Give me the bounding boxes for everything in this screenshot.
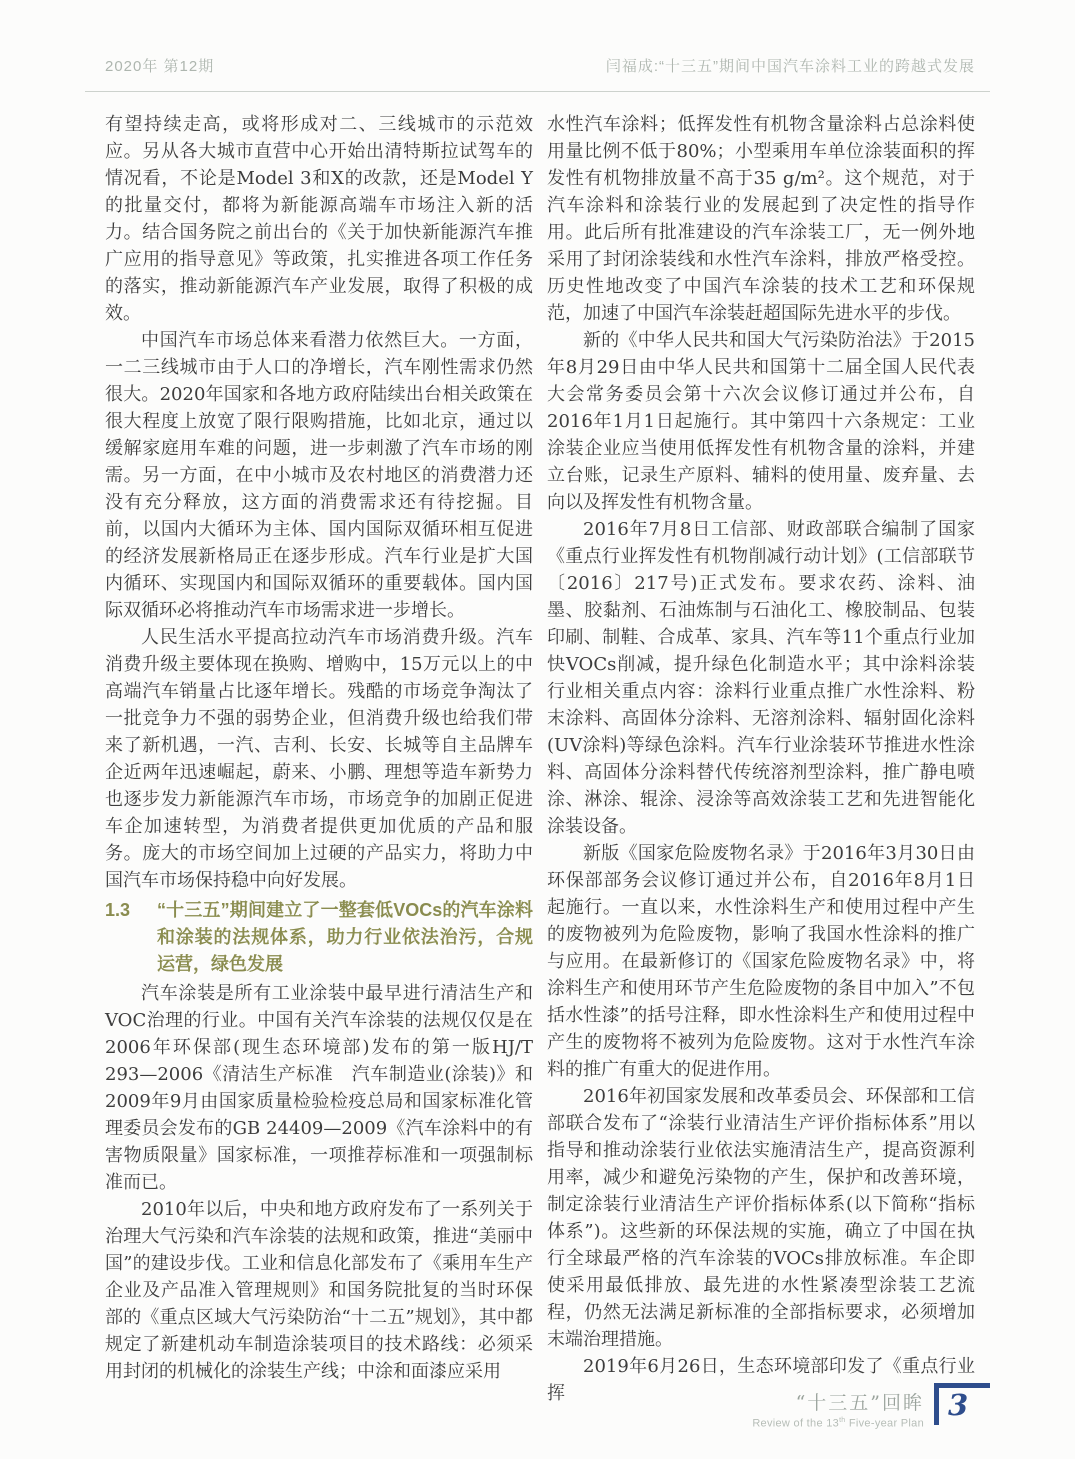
footer-subtitle-pre: Review of the 13 — [752, 1417, 840, 1430]
body-paragraph: 中国汽车市场总体来看潜力依然巨大。一方面，一二三线城市由于人口的净增长，汽车刚性需求仍然很大。2020年国家和各地方政府陆续出台相关政策在很大程度上放宽了限行限购措施，比如北京，通过以缓解家庭用车难的问题，进一步刺激了汽车市场的刚需。另一方面，在中小城市及农村地区的消费潜力还没有充分释放，这方面的消费需求还有待挖掘。目前，以国内大循环为主体、国内国际双循环相互促进的经济发展新格局正在逐步形成。汽车行业是扩大国内循环、实现国内和国际双循环的重要载体。国内国际双循环必将推动汽车市场需求进一步增长。 — [105, 330, 533, 621]
body-paragraph: 人民生活水平提高拉动汽车市场消费升级。汽车消费升级主要体现在换购、增购中，15万元以上的中高端汽车销量占比逐年增长。残酷的市场竞争淘汰了一批竞争力不强的弱势企业，但消费升级也给我们带来了新机遇，一汽、吉利、长安、长城等自主品牌车企近两年迅速崛起，蔚来、小鹏、理想等造车新势力也逐步发力新能源汽车市场，市场竞争的加剧正促进车企加速转型，为消费者提供更加优质的产品和服务。庞大的市场空间加上过硬的产品实力，将助力中国汽车市场保持稳中向好发展。 — [105, 627, 533, 891]
footer-subtitle-post: Five-year Plan — [845, 1417, 924, 1430]
footer-section-title: “十三五”回眸 — [795, 1392, 924, 1414]
body-paragraph: 2019年6月26日，生态环境部印发了《重点行业挥 — [547, 1356, 975, 1404]
article-body — [105, 111, 975, 1407]
page-number-bracket — [934, 1383, 990, 1425]
footer-section-block — [752, 1383, 924, 1430]
header-rule — [85, 91, 990, 92]
page-number: 3 — [948, 1388, 969, 1422]
body-paragraph: 新版《国家危险废物名录》于2016年3月30日由环保部部务会议修订通过并公布，自2016年8月1日起施行。一直以来，水性涂料生产和使用过程中产生的废物被列为危险废物，影响了我国水性涂料的推广与应用。在最新修订的《国家危险废物名录》中，将涂料生产和使用环节产生危险废物的条目中加入”不包括水性漆”的括号注释，即水性涂料生产和使用过程中产生的废物将不被列为危险废物。这对于水性汽车涂料的推广有重大的促进作用。 — [547, 843, 975, 1080]
section-heading — [105, 897, 533, 978]
section-number: 1.3 — [105, 900, 131, 920]
left-column — [105, 111, 533, 1407]
header-running-title: 闫福成:“十三五”期间中国汽车涂料工业的跨越式发展 — [605, 58, 975, 75]
page-header — [105, 55, 975, 76]
footer-subtitle-sup: th — [839, 1417, 846, 1424]
body-paragraph: 2010年以后，中央和地方政府发布了一系列关于治理大气污染和汽车涂装的法规和政策，推进“美丽中国”的建设步伐。工业和信息化部发布了《乘用车生产企业及产品准入管理规则》和国务院批复的当时环保部的《重点区域大气污染防治“十二五”规划》，其中都规定了新建机动车制造涂装项目的技术路线：必须采用封闭的机械化的涂装生产线；中涂和面漆应采用 — [105, 1199, 533, 1382]
right-column — [547, 111, 975, 1407]
header-issue: 2020年 第12期 — [105, 58, 215, 75]
body-paragraph: 有望持续走高，或将形成对二、三线城市的示范效应。另从各大城市直营中心开始出清特斯拉试驾车的情况看，不论是Model 3和X的改款，还是Model Y的批量交付，都将为新能源高端车市场注入新的活力。结合国务院之前出台的《关于加快新能源汽车推广应用的指导意见》等政策，扎实推进各项工作任务的落实，推动新能源汽车产业发展，取得了积极的成效。 — [105, 114, 533, 324]
body-paragraph: 汽车涂装是所有工业涂装中最早进行清洁生产和VOC治理的行业。中国有关汽车涂装的法规仅仅是在2006年环保部(现生态环境部)发布的第一版HJ/T 293—2006《清洁生产标准 汽车制造业(涂装)》和2009年9月由国家质量检验检疫总局和国家标准化管理委员会发布的GB 24409—2009《汽车涂料中的有害物质限量》国家标准，一项推荐标准和一项强制标准而已。 — [105, 983, 533, 1193]
body-paragraph: 水性汽车涂料；低挥发性有机物含量涂料占总涂料使用量比例不低于80%；小型乘用车单位涂装面积的挥发性有机物排放量不高于35 g/m²。这个规范，对于汽车涂料和涂装行业的发展起到了决定性的指导作用。此后所有批准建设的汽车涂装工厂，无一例外地采用了封闭涂装线和水性汽车涂料，排放严格受控。历史性地改变了中国汽车涂装的技术工艺和环保规范，加速了中国汽车涂装赶超国际先进水平的步伐。 — [547, 114, 975, 324]
page-footer — [105, 1383, 990, 1430]
section-title: “十三五”期间建立了一整套低VOCs的汽车涂料和涂装的法规体系，助力行业依法治污，合规运营，绿色发展 — [157, 900, 533, 974]
body-paragraph: 2016年7月8日工信部、财政部联合编制了国家《重点行业挥发性有机物削减行动计划》(工信部联节〔2016〕217号)正式发布。要求农药、涂料、油墨、胶黏剂、石油炼制与石油化工、橡胶制品、包装印刷、制鞋、合成革、家具、汽车等11个重点行业加快VOCs削减，提升绿色化制造水平；其中涂料涂装行业相关重点内容：涂料行业重点推广水性涂料、粉末涂料、高固体分涂料、无溶剂涂料、辐射固化涂料(UV涂料)等绿色涂料。汽车行业涂装环节推进水性涂料、高固体分涂料替代传统溶剂型涂料，推广静电喷涂、淋涂、辊涂、浸涂等高效涂装工艺和先进智能化涂装设备。 — [547, 519, 975, 837]
footer-section-subtitle — [752, 1417, 924, 1430]
body-paragraph: 2016年初国家发展和改革委员会、环保部和工信部联合发布了“涂装行业清洁生产评价指标体系”用以指导和推动涂装行业依法实施清洁生产，提高资源利用率，减少和避免污染物的产生，保护和改善环境，制定涂装行业清洁生产评价指标体系(以下简称“指标体系”)。这些新的环保法规的实施，确立了中国在执行全球最严格的汽车涂装的VOCs排放标准。车企即使采用最低排放、最先进的水性紧凑型涂装工艺流程，仍然无法满足新标准的全部指标要求，必须增加末端治理措施。 — [547, 1086, 975, 1350]
body-paragraph: 新的《中华人民共和国大气污染防治法》于2015年8月29日由中华人民共和国第十二届全国人民代表大会常务委员会第十六次会议修订通过并公布，自2016年1月1日起施行。其中第四十六条规定：工业涂装企业应当使用低挥发性有机物含量的涂料，并建立台账，记录生产原料、辅料的使用量、废弃量、去向以及挥发性有机物含量。 — [547, 330, 975, 513]
